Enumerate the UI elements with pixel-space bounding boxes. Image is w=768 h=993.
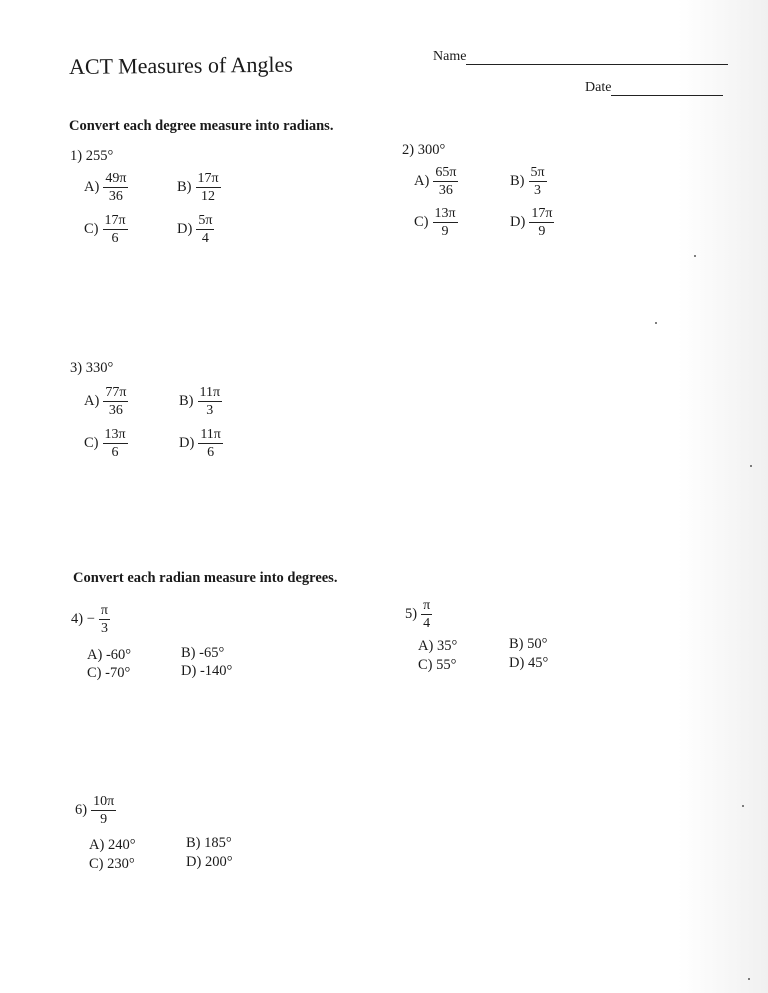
fraction: [198, 426, 223, 461]
numerator: 5π: [198, 213, 213, 228]
question-number: 6): [75, 801, 88, 818]
denominator: 6: [111, 231, 119, 246]
denominator: 9: [441, 224, 449, 239]
numerator: 11π: [199, 385, 221, 400]
prompt-fraction: [91, 793, 116, 828]
option-d[interactable]: [509, 655, 548, 672]
option-d[interactable]: [186, 854, 233, 871]
question-number: 2): [402, 142, 415, 158]
option-letter: A): [418, 638, 434, 654]
option-value: 55°: [436, 657, 457, 673]
name-line: [466, 50, 728, 65]
numerator: 13π: [434, 206, 456, 221]
option-b[interactable]: [186, 835, 232, 852]
numerator: 65π: [435, 165, 457, 180]
option-a[interactable]: [414, 164, 458, 199]
option-letter: A): [87, 647, 103, 663]
numerator: 17π: [197, 171, 219, 186]
option-d[interactable]: [181, 663, 232, 680]
option-d[interactable]: [179, 426, 223, 461]
degrees-instruction: Convert each radian measure into degrees.: [73, 570, 338, 586]
numerator: 77π: [105, 385, 127, 400]
numerator: π: [100, 603, 108, 618]
option-value: 45°: [527, 655, 549, 671]
fraction: [196, 170, 221, 205]
question-number: 5): [405, 605, 418, 622]
option-letter: B): [177, 178, 192, 195]
numerator: 5π: [530, 165, 545, 180]
numerator: 11π: [200, 427, 221, 442]
option-b[interactable]: [510, 164, 547, 199]
option-letter: D): [181, 663, 197, 679]
option-b[interactable]: [181, 645, 224, 662]
denominator: 6: [111, 445, 119, 460]
date-label: Date: [585, 80, 612, 95]
fraction: [529, 164, 547, 199]
option-letter: A): [84, 178, 100, 195]
name-field[interactable]: [433, 49, 728, 65]
option-letter: A): [414, 172, 430, 189]
denominator: 36: [438, 183, 453, 198]
question-prompt: 330°: [85, 360, 114, 376]
numerator: 49π: [105, 171, 127, 186]
option-value: 50°: [527, 636, 548, 652]
option-letter: C): [84, 220, 99, 237]
numerator: 13π: [104, 427, 126, 442]
option-a[interactable]: [87, 647, 131, 664]
fraction: [103, 212, 128, 247]
option-value: 35°: [436, 638, 458, 654]
numerator: π: [423, 598, 431, 613]
option-value: -140°: [199, 663, 233, 679]
fraction: [196, 212, 214, 247]
denominator: 9: [538, 224, 546, 239]
option-letter: D): [510, 213, 526, 230]
option-letter: A): [84, 392, 100, 409]
radians-instruction: Convert each degree measure into radians.: [69, 118, 334, 134]
fraction: [103, 170, 128, 205]
option-a[interactable]: [418, 638, 457, 655]
denominator: 9: [100, 812, 108, 827]
denominator: 3: [100, 621, 108, 636]
option-b[interactable]: [509, 636, 547, 653]
option-letter: B): [179, 392, 194, 409]
option-letter: B): [510, 172, 525, 189]
option-value: 230°: [107, 856, 135, 872]
numerator: 17π: [104, 213, 126, 228]
denominator: 3: [534, 183, 542, 198]
option-c[interactable]: [87, 665, 130, 682]
fraction: [198, 384, 223, 419]
option-letter: C): [414, 213, 429, 230]
option-b[interactable]: [179, 384, 222, 419]
name-label: Name: [433, 49, 467, 64]
numerator: 10π: [93, 794, 115, 809]
option-letter: B): [181, 645, 196, 661]
question-prompt: 255°: [85, 148, 114, 164]
date-line: [611, 81, 723, 96]
option-value: -60°: [105, 647, 132, 663]
negative-sign: −: [86, 610, 95, 627]
question-prompt: 300°: [417, 142, 446, 158]
denominator: 36: [108, 189, 123, 204]
numerator: 17π: [531, 206, 553, 221]
question-number: 1): [70, 148, 83, 164]
scan-speck: [655, 322, 657, 324]
option-d[interactable]: [510, 205, 554, 240]
scan-edge-shading: [678, 0, 768, 993]
date-field[interactable]: [585, 80, 723, 96]
option-c[interactable]: [89, 856, 135, 873]
option-c[interactable]: [84, 426, 128, 461]
option-letter: C): [84, 434, 99, 451]
option-letter: D): [186, 854, 202, 870]
option-letter: B): [509, 636, 524, 652]
prompt-fraction: [99, 602, 110, 637]
option-letter: D): [177, 220, 193, 237]
fraction: [433, 205, 458, 240]
option-a[interactable]: [84, 384, 128, 419]
option-b[interactable]: [177, 170, 221, 205]
option-letter: D): [179, 434, 195, 451]
option-c[interactable]: [84, 212, 128, 247]
denominator: 36: [108, 403, 123, 418]
option-value: -65°: [199, 645, 225, 661]
option-d[interactable]: [177, 212, 214, 247]
scan-speck: [742, 805, 744, 807]
scan-speck: [694, 255, 696, 257]
option-letter: B): [186, 835, 201, 851]
denominator: 4: [423, 616, 431, 631]
denominator: 4: [201, 231, 209, 246]
option-value: 240°: [107, 837, 136, 853]
fraction: [103, 384, 128, 419]
option-c[interactable]: [418, 657, 456, 674]
option-value: 185°: [204, 835, 232, 851]
prompt-fraction: [421, 597, 432, 632]
denominator: 3: [206, 403, 214, 418]
option-value: 200°: [204, 854, 233, 870]
fraction: [103, 426, 128, 461]
denominator: 12: [201, 189, 216, 204]
option-c[interactable]: [414, 205, 458, 240]
question-number: 4): [71, 610, 84, 627]
denominator: 6: [207, 445, 215, 460]
option-a[interactable]: [84, 170, 128, 205]
fraction: [433, 164, 458, 199]
option-value: -70°: [105, 665, 131, 681]
fraction: [529, 205, 554, 240]
worksheet-title: ACT Measures of Angles: [68, 51, 293, 79]
option-letter: A): [89, 837, 105, 853]
scan-speck: [748, 978, 750, 980]
option-letter: D): [509, 655, 525, 671]
option-a[interactable]: [89, 837, 136, 854]
option-letter: C): [87, 665, 102, 681]
scan-speck: [750, 465, 752, 467]
option-letter: C): [89, 856, 104, 872]
option-letter: C): [418, 657, 433, 673]
question-number: 3): [70, 360, 83, 376]
